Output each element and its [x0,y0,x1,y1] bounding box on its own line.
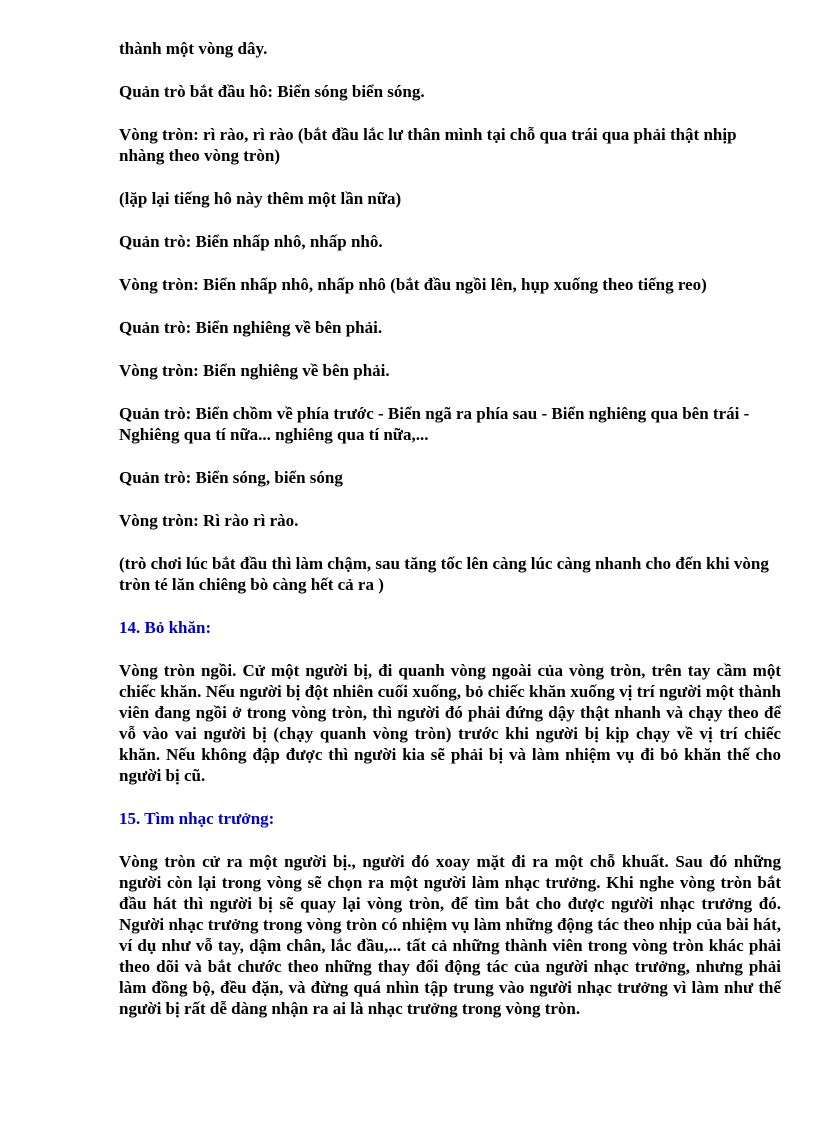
paragraph: Vòng tròn: rì rào, rì rào (bắt đầu lắc lư thân mình tại chỗ qua trái qua phải thật nhịp nhàng theo vòng tròn) [119,125,737,165]
paragraph: Quản trò: Biển sóng, biển sóng [119,468,343,487]
paragraph: (lặp lại tiếng hô này thêm một lần nữa) [119,189,402,208]
paragraph: Quản trò: Biển nghiêng về bên phải. [119,318,383,337]
paragraph: Quản trò: Biển nhấp nhô, nhấp nhô. [119,232,383,251]
paragraph: Vòng tròn: Rì rào rì rào. [119,511,299,530]
paragraph: thành một vòng dây. [119,39,268,58]
document-page [119,38,781,1041]
paragraph: (trò chơi lúc bắt đầu thì làm chậm, sau tăng tốc lên càng lúc càng nhanh cho đến khi vòng tròn té lăn chiêng bò càng hết cả ra ) [119,554,769,594]
section-heading-15: 15. Tìm nhạc trưởng: [119,809,275,828]
paragraph: Quản trò bắt đầu hô: Biển sóng biển sóng. [119,82,425,101]
section-heading-14: 14. Bỏ khăn: [119,618,212,637]
paragraph: Vòng tròn: Biển nhấp nhô, nhấp nhô (bắt đầu ngồi lên, hụp xuống theo tiếng reo) [119,275,707,294]
section-body-14: Vòng tròn ngồi. Cử một người bị, đi quanh vòng ngoài của vòng tròn, trên tay cầm một chiếc khăn. Nếu người bị đột nhiên cuối xuống, bỏ chiếc khăn xuống vị trí người một thành viên đang ngồi ở trong vòng tròn, thì người đó phải đứng dậy thật nhanh và chạy theo để vỗ vào vai người bị (chạy quanh vòng tròn) trước khi người bị kịp chạy về vị trí chiếc khăn. Nếu không đập được thì người kia sẽ phải bị và làm nhiệm vụ đi bỏ khăn thế cho người bị cũ. [119,661,781,785]
section-body-15: Vòng tròn cử ra một người bị., người đó xoay mặt đi ra một chỗ khuất. Sau đó những người còn lại trong vòng sẽ chọn ra một người làm nhạc trưởng. Khi nghe vòng tròn bắt đầu hát thì người bị sẽ quay lại vòng tròn, để tìm bắt cho được người nhạc trưởng đó. Người nhạc trưởng trong vòng tròn có nhiệm vụ làm những động tác theo nhịp của bài hát, ví dụ như vỗ tay, dậm chân, lắc đầu,... tất cả những thành viên trong vòng tròn khác phải theo dõi và bắt chước theo những thay đổi động tác của người nhạc trưởng, nhưng phải làm đồng bộ, đều đặn, và đừng quá nhìn tập trung vào người nhạc trưởng vì làm như thế người bị rất dễ dàng nhận ra ai là nhạc trưởng trong vòng tròn. [119,852,781,1018]
paragraph: Vòng tròn: Biển nghiêng về bên phải. [119,361,390,380]
paragraph: Quản trò: Biển chồm về phía trước - Biển ngã ra phía sau - Biển nghiêng qua bên trái - Nghiêng qua tí nữa... nghiêng qua tí nữa,... [119,404,750,444]
